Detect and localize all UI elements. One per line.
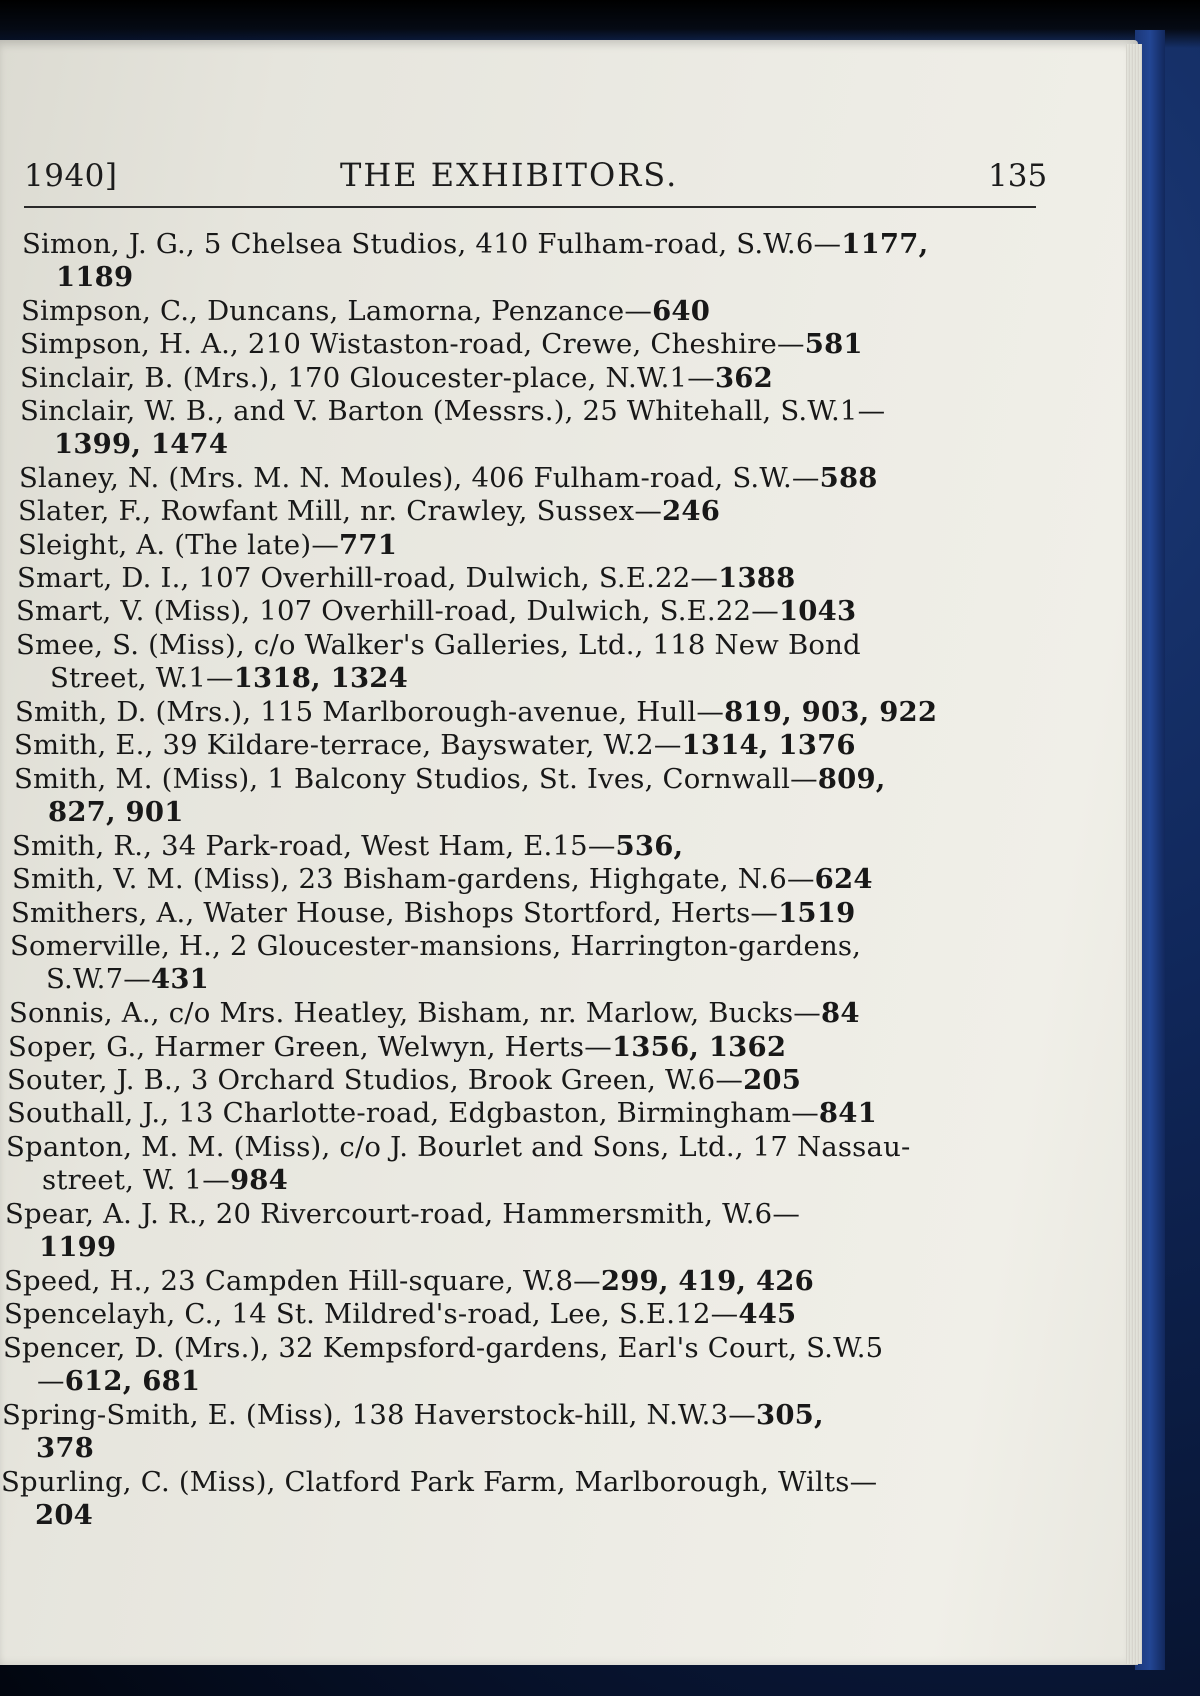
- list-item: Speed, H., 23 Campden Hill-square, W.8—299, 419, 426: [4, 1265, 814, 1297]
- list-item: Sinclair, B. (Mrs.), 170 Gloucester-place, N.W.1—362: [20, 362, 773, 394]
- list-item: Sleight, A. (The late)—771: [18, 529, 398, 561]
- list-item: Southall, J., 13 Charlotte-road, Edgbaston, Birmingham—841: [7, 1097, 877, 1129]
- list-item: Smith, R., 34 Park-road, West Ham, E.15—536,: [12, 830, 684, 862]
- list-item: Spring-Smith, E. (Miss), 138 Haverstock-hill, N.W.3—305, 378: [2, 1399, 824, 1465]
- list-item: Simon, J. G., 5 Chelsea Studios, 410 Fulham-road, S.W.6—1177, 1189: [22, 228, 929, 294]
- list-item: Spencelayh, C., 14 St. Mildred's-road, Lee, S.E.12—445: [4, 1298, 797, 1330]
- list-item: Smith, M. (Miss), 1 Balcony Studios, St. Ives, Cornwall—809, 827, 901: [14, 763, 886, 829]
- list-item: Soper, G., Harmer Green, Welwyn, Herts—1356, 1362: [8, 1031, 787, 1063]
- list-item: Souter, J. B., 3 Orchard Studios, Brook Green, W.6—205: [7, 1064, 802, 1096]
- header-year: 1940]: [24, 158, 118, 194]
- header-rule: [24, 206, 1036, 208]
- list-item: Slater, F., Rowfant Mill, nr. Crawley, Sussex—246: [18, 495, 721, 527]
- list-item: Sinclair, W. B., and V. Barton (Messrs.), 25 Whitehall, S.W.1— 1399, 1474: [20, 395, 886, 461]
- list-item: Spurling, C. (Miss), Clatford Park Farm, Marlborough, Wilts— 204: [1, 1466, 878, 1532]
- page-number: 135: [988, 158, 1048, 194]
- list-item: Somerville, H., 2 Gloucester-mansions, Harrington-gardens, S.W.7—431: [10, 930, 862, 996]
- list-item: Smee, S. (Miss), c/o Walker's Galleries, Ltd., 118 New Bond Street, W.1—1318, 1324: [16, 629, 861, 695]
- list-item: Sonnis, A., c/o Mrs. Heatley, Bisham, nr. Marlow, Bucks—84: [9, 997, 860, 1029]
- list-item: Smith, V. M. (Miss), 23 Bisham-gardens, Highgate, N.6—624: [12, 863, 873, 895]
- list-item: Simpson, C., Duncans, Lamorna, Penzance—640: [21, 295, 711, 327]
- list-item: Smart, V. (Miss), 107 Overhill-road, Dulwich, S.E.22—1043: [16, 595, 857, 627]
- page-title: THE EXHIBITORS.: [340, 156, 679, 194]
- list-item: Spear, A. J. R., 20 Rivercourt-road, Hammersmith, W.6— 1199: [5, 1198, 801, 1264]
- list-item: Spencer, D. (Mrs.), 32 Kempsford-gardens, Earl's Court, S.W.5 —612, 681: [3, 1332, 884, 1398]
- list-item: Slaney, N. (Mrs. M. N. Moules), 406 Fulham-road, S.W.—588: [19, 462, 878, 494]
- list-item: Smith, D. (Mrs.), 115 Marlborough-avenue, Hull—819, 903, 922: [15, 696, 938, 728]
- page-edges: [1126, 44, 1142, 1664]
- list-item: Smithers, A., Water House, Bishops Stortford, Herts—1519: [11, 897, 856, 929]
- list-item: Simpson, H. A., 210 Wistaston-road, Crewe, Cheshire—581: [20, 328, 863, 360]
- list-item: Smart, D. I., 107 Overhill-road, Dulwich, S.E.22—1388: [17, 562, 796, 594]
- list-item: Smith, E., 39 Kildare-terrace, Bayswater, W.2—1314, 1376: [14, 729, 856, 761]
- running-head: [24, 152, 1048, 202]
- list-item: Spanton, M. M. (Miss), c/o J. Bourlet and Sons, Ltd., 17 Nassau- street, W. 1—984: [6, 1131, 911, 1197]
